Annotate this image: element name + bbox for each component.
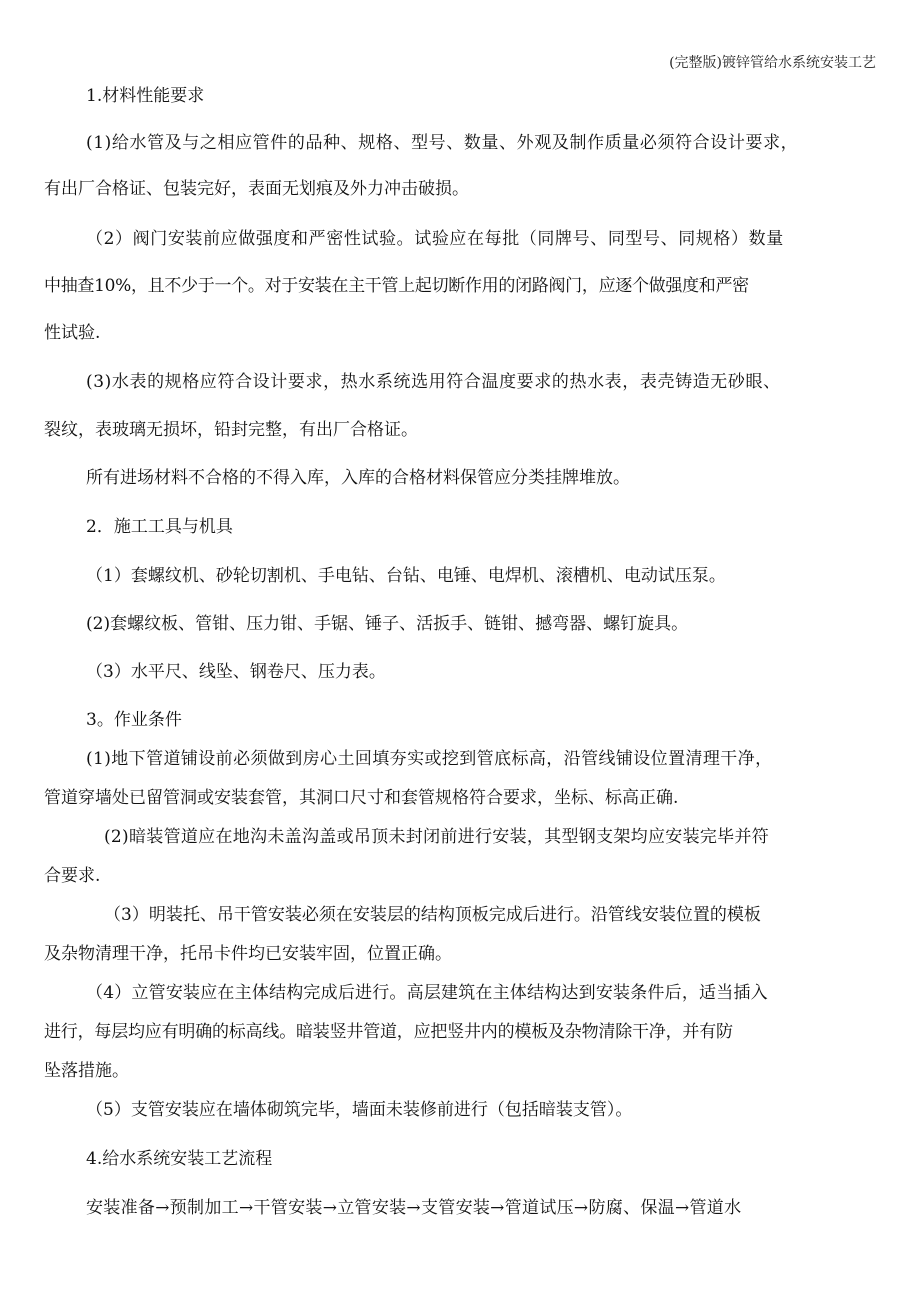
paragraph-line: 性试验.: [44, 323, 101, 343]
paragraph-line: 裂纹，表玻璃无损坏，铅封完整，有出厂合格证。: [44, 420, 418, 440]
paragraph-line: (3)水表的规格应符合设计要求，热水系统选用符合温度要求的热水表，表壳铸造无砂眼、: [86, 372, 781, 392]
section-heading-3: 3。作业条件: [86, 710, 182, 730]
paragraph-line: 及杂物清理干净，托吊卡件均已安装牢固，位置正确。: [44, 944, 452, 964]
paragraph-line: 进行，每层均应有明确的标高线。暗装竖井管道，应把竖井内的模板及杂物清除干净，并有防: [44, 1022, 733, 1042]
paragraph-line: 合要求.: [44, 866, 101, 886]
paragraph-line: (1)给水管及与之相应管件的品种、规格、型号、数量、外观及制作质量必须符合设计要求，: [86, 133, 799, 153]
paragraph-line: 所有进场材料不合格的不得入库，入库的合格材料保管应分类挂牌堆放。: [86, 468, 630, 488]
section-heading-4: 4.给水系统安装工艺流程: [86, 1149, 273, 1169]
paragraph-line: (2)套螺纹板、管钳、压力钳、手锯、锤子、活扳手、链钳、撼弯器、螺钉旋具。: [86, 614, 689, 634]
paragraph-line: (1)地下管道铺设前必须做到房心土回填夯实或挖到管底标高，沿管线铺设位置清理干净，: [86, 749, 773, 769]
paragraph-line: (2)暗装管道应在地沟未盖沟盖或吊顶未封闭前进行安装，其型钢支架均应安装完毕并符: [104, 827, 770, 847]
paragraph-line: 中抽查10%，且不少于一个。对于安装在主干管上起切断作用的闭路阀门，应逐个做强度和严密: [44, 276, 749, 296]
paragraph-line: 坠落措施。: [44, 1061, 129, 1081]
paragraph-line: （4）立管安装应在主体结构完成后进行。高层建筑在主体结构达到安装条件后，适当插入: [86, 983, 768, 1003]
paragraph-line: （5）支管安装应在墙体砌筑完毕，墙面未装修前进行（包括暗装支管）。: [86, 1100, 633, 1120]
paragraph-line: （3）水平尺、线坠、钢卷尺、压力表。: [86, 662, 386, 682]
document-header: (完整版)镀锌管给水系统安装工艺: [669, 55, 876, 71]
paragraph-line: 安装准备→预制加工→干管安装→立管安装→支管安装→管道试压→防腐、保温→管道水: [86, 1198, 742, 1218]
section-heading-2: 2．施工工具与机具: [86, 517, 233, 537]
section-heading-1: 1.材料性能要求: [86, 86, 205, 106]
paragraph-line: （3）明装托、吊干管安装必须在安装层的结构顶板完成后进行。沿管线安装位置的模板: [104, 905, 761, 925]
paragraph-line: （1）套螺纹机、砂轮切割机、手电钻、台钻、电锤、电焊机、滚槽机、电动试压泵。: [86, 566, 726, 586]
paragraph-line: 管道穿墙处已留管洞或安装套管，其洞口尺寸和套管规格符合要求，坐标、标高正确.: [44, 788, 679, 808]
paragraph-line: （2）阀门安装前应做强度和严密性试验。试验应在每批（同牌号、同型号、同规格）数量: [86, 229, 784, 249]
paragraph-line: 有出厂合格证、包装完好，表面无划痕及外力冲击破损。: [44, 179, 469, 199]
